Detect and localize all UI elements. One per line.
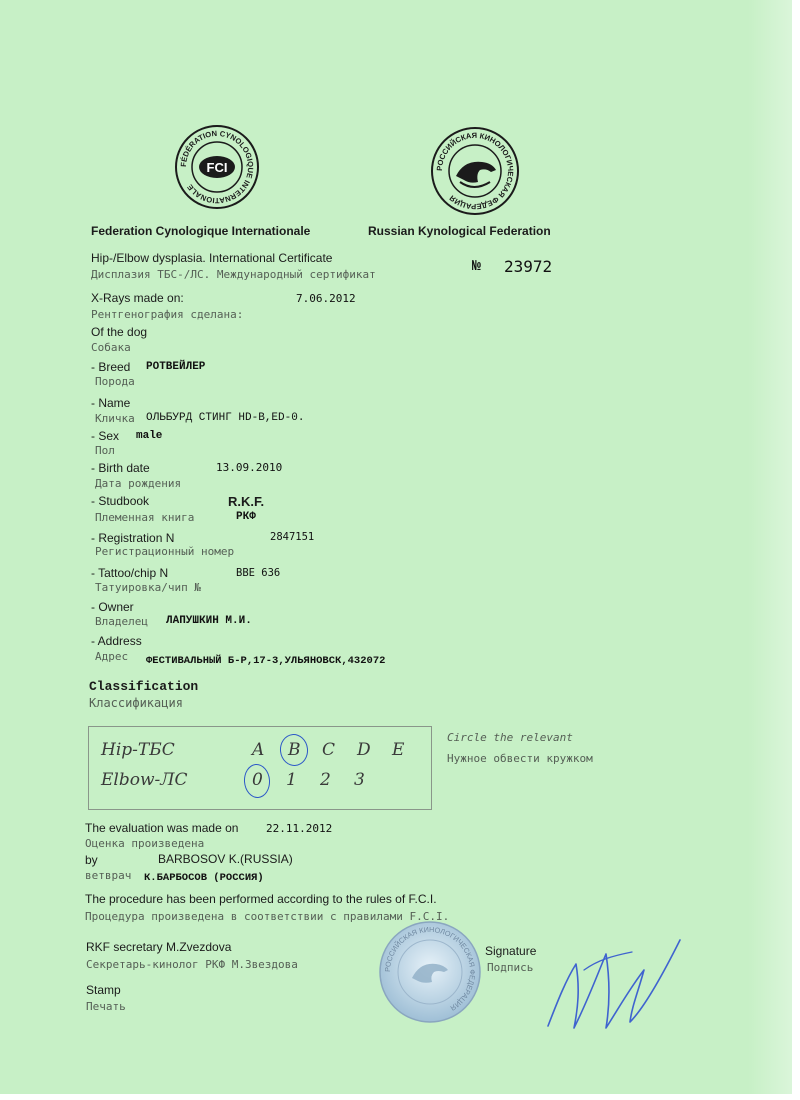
hip-grade-c: C <box>322 740 336 760</box>
name-label-en: - Name <box>91 396 131 410</box>
sex-value: male <box>136 430 163 442</box>
evaluation-date: 22.11.2012 <box>266 822 333 835</box>
signature-ru: Подпись <box>487 961 534 974</box>
breed-label-en: - Breed <box>91 360 131 374</box>
svg-text:РОССИЙСКАЯ КИНОЛОГИЧЕСКАЯ ФЕДЕ: РОССИЙСКАЯ КИНОЛОГИЧЕСКАЯ ФЕДЕРАЦИЯ <box>382 924 478 1013</box>
hip-label: Hip-ТБС <box>101 740 175 760</box>
classification-heading-ru: Классификация <box>89 696 183 710</box>
evaluation-label-en: The evaluation was made on <box>85 821 239 835</box>
hip-grade-b: B <box>288 740 301 760</box>
tattoo-label-ru: Татуировка/чип № <box>95 581 201 594</box>
elbow-grade-3: 3 <box>354 770 365 790</box>
classification-heading-en: Classification <box>89 679 199 694</box>
address-label-ru: Адрес <box>95 650 129 663</box>
elbow-label: Elbow-ЛС <box>101 770 188 790</box>
owner-label-en: - Owner <box>91 600 134 614</box>
xray-label-ru: Рентгенография сделана: <box>91 308 244 321</box>
sex-label-ru: Пол <box>95 444 115 457</box>
xray-date: 7.06.2012 <box>296 292 356 305</box>
dog-heading-ru: Собака <box>91 341 131 354</box>
stamp-ru: Печать <box>86 1000 126 1013</box>
xray-label-en: X-Rays made on: <box>91 291 184 305</box>
rkf-hologram-seal-icon <box>378 920 482 1024</box>
procedure-en: The procedure has been performed according to the rules of F.C.I. <box>85 892 437 906</box>
breed-label-ru: Порода <box>95 375 135 388</box>
hip-grade-a: A <box>252 740 265 760</box>
evaluation-label-ru: Оценка произведена <box>85 837 205 850</box>
hip-grade-d: D <box>357 740 371 760</box>
svg-text:РОССИЙСКАЯ КИНОЛОГИЧЕСКАЯ ФЕДЕ: РОССИЙСКАЯ КИНОЛОГИЧЕСКАЯ ФЕДЕРАЦИЯ <box>434 130 516 212</box>
classification-note-en: Circle the relevant <box>447 731 573 744</box>
tattoo-label-en: - Tattoo/chip N <box>91 566 169 580</box>
secretary-en: RKF secretary M.Zvezdova <box>86 940 232 954</box>
svg-text:FÉDÉRATION CYNOLOGIQUE INTERNA: FÉDÉRATION CYNOLOGIQUE INTERNATIONALE <box>178 128 256 206</box>
evaluation-vet-en: BARBOSOV K.(RUSSIA) <box>158 852 293 866</box>
breed-value: РОТВЕЙЛЕР <box>146 361 206 373</box>
elbow-selected-circle <box>243 763 271 799</box>
studbook-value-ru: РКФ <box>236 511 256 523</box>
elbow-grade-2: 2 <box>320 770 331 790</box>
signature-en: Signature <box>485 944 537 958</box>
certificate-number-label: № <box>472 258 482 275</box>
studbook-value-en: R.K.F. <box>228 494 265 509</box>
tattoo-value: BBE 636 <box>236 567 281 579</box>
evaluation-by-ru: ветврач <box>85 869 132 882</box>
birth-label-en: - Birth date <box>91 461 150 475</box>
hip-selected-circle <box>278 733 309 768</box>
dog-heading-en: Of the dog <box>91 325 148 339</box>
registration-value: 2847151 <box>270 531 315 543</box>
evaluation-vet-ru: К.БАРБОСОВ (РОССИЯ) <box>144 872 264 884</box>
owner-label-ru: Владелец <box>95 615 148 628</box>
certificate-number: 23972 <box>504 257 553 276</box>
elbow-grade-1: 1 <box>286 770 297 790</box>
certificate-title-ru: Дисплазия ТБС-/ЛС. Международный сертификат <box>91 268 376 281</box>
procedure-ru: Процедура произведена в соответствии с правилами F.C.I. <box>85 910 450 923</box>
fci-seal-icon <box>174 124 260 210</box>
certificate-title-en: Hip-/Elbow dysplasia. International Certificate <box>91 251 333 265</box>
address-value: ФЕСТИВАЛЬНЫЙ Б-Р,17-3,УЛЬЯНОВСК,432072 <box>146 655 386 667</box>
classification-box <box>88 726 432 810</box>
fci-name: Federation Cynologique Internationale <box>91 224 311 238</box>
elbow-grade-0: 0 <box>252 770 263 790</box>
rkf-name: Russian Kynological Federation <box>368 224 551 238</box>
studbook-label-ru: Племенная книга <box>95 511 195 524</box>
owner-value: ЛАПУШКИН М.И. <box>166 615 252 627</box>
address-label-en: - Address <box>91 634 142 648</box>
evaluation-by-en: by <box>85 853 98 867</box>
svg-text:FCI: FCI <box>206 160 228 175</box>
registration-label-en: - Registration N <box>91 531 175 545</box>
classification-note-ru: Нужное обвести кружком <box>447 752 593 765</box>
name-value: ОЛЬБУРД СТИНГ HD-B,ED-0. <box>146 412 305 424</box>
birth-label-ru: Дата рождения <box>95 477 182 490</box>
rkf-seal-icon <box>430 126 520 216</box>
name-label-ru: Кличка <box>95 412 135 425</box>
hip-grade-e: E <box>392 740 405 760</box>
birth-value: 13.09.2010 <box>216 461 283 474</box>
sex-label-en: - Sex <box>91 429 120 443</box>
handwritten-signature-icon <box>540 930 690 1040</box>
secretary-ru: Секретарь-кинолог РКФ М.Звездова <box>86 958 298 971</box>
registration-label-ru: Регистрационный номер <box>95 545 235 558</box>
stamp-en: Stamp <box>86 983 121 997</box>
studbook-label-en: - Studbook <box>91 494 150 508</box>
paper-edge <box>748 0 792 1094</box>
